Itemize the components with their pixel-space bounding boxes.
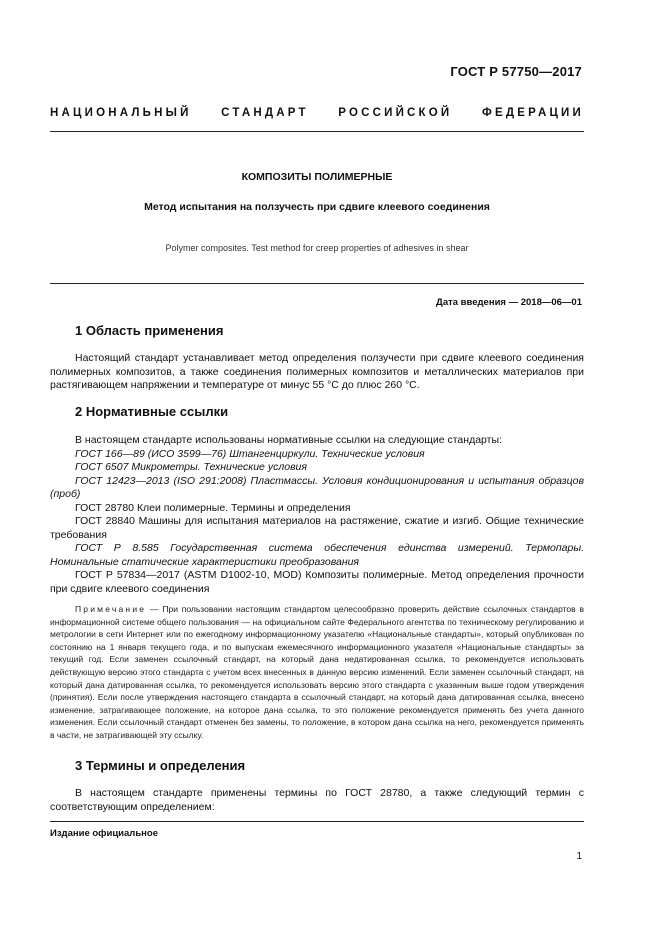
section-3-heading: 3 Термины и определения xyxy=(75,758,246,773)
section-1-text: Настоящий стандарт устанавливает метод определения ползучести при сдвиге клеевого соединения полимерных композитов, а также соединения полимерных композитов и металлических материалов при растягивающем напряжении и температуре от минус 55 °C до плюс 260 °C. xyxy=(50,352,584,391)
document-number: ГОСТ Р 57750—2017 xyxy=(450,64,582,79)
normative-references xyxy=(50,434,584,596)
section-1-heading: 1 Область применения xyxy=(75,323,224,338)
reference-item: ГОСТ Р 57834—2017 (ASTM D1002-10, MOD) Композиты полимерные. Метод определения прочности при сдвиге клеевого соединения xyxy=(50,569,584,595)
section-3-text: В настоящем стандарте применены термины по ГОСТ 28780, а также следующий термин с соответствующим определением: xyxy=(50,787,584,813)
reference-item: ГОСТ 12423—2013 (ISO 291:2008) Пластмассы. Условия кондиционирования и испытания образцов (проб) xyxy=(50,474,584,500)
note-label: Примечание xyxy=(75,604,147,614)
introduction-date: Дата введения — 2018—06—01 xyxy=(436,297,582,308)
reference-item: ГОСТ Р 8.585 Государственная система обеспечения единства измерений. Термопары. Номинальные статические характеристики преобразования xyxy=(50,542,584,568)
document-title: КОМПОЗИТЫ ПОЛИМЕРНЫЕ xyxy=(241,171,393,183)
reference-item: ГОСТ 28780 Клеи полимерные. Термины и определения xyxy=(75,501,351,514)
page-number: 1 xyxy=(576,851,582,862)
official-edition-label: Издание официальное xyxy=(50,828,158,839)
note-text: — При пользовании настоящим стандартом целесообразно проверить действие ссылочных стандартов в информационной системе общего пользования — на официальном сайте Федерального агентства по техническому регулированию и метрологии в сети Интернет или по ежегодному информационному указателю «Национальные стандарты», который опубликован по состоянию на 1 января текущего года, и по выпускам ежемесячного информационного указателя «Национальные стандарты» за текущий год. Если заменен ссылочный стандарт, на который дана недатированная ссылка, то рекомендуется использовать действующую версию этого стандарта с учетом всех внесенных в данную версию изменений. Если заменен ссылочный стандарт, на который дана датированная ссылка, то рекомендуется использовать версию этого стандарта с указанным выше годом утверждения (принятия). Если после утверждения настоящего стандарта в ссылочный стандарт, на который дана датированная ссылка, внесено изменение, затрагивающее положение, на которое дана ссылка, то это положение рекомендуется применять без учета данного изменения. Если ссылочный стандарт отменен без замены, то положение, в котором дана ссылка на него, рекомендуется применять в части, не затрагивающей эту ссылку. xyxy=(50,604,584,740)
document-subtitle: Метод испытания на ползучесть при сдвиге клеевого соединения xyxy=(144,201,490,213)
reference-item: ГОСТ 166—89 (ИСО 3599—76) Штангенциркули. Технические условия xyxy=(75,447,425,460)
reference-item: ГОСТ 6507 Микрометры. Технические условия xyxy=(75,461,308,473)
title-divider xyxy=(50,283,584,284)
section-2-heading: 2 Нормативные ссылки xyxy=(75,404,229,419)
references-intro: В настоящем стандарте использованы нормативные ссылки на следующие стандарты: xyxy=(75,434,502,446)
national-standard-banner: НАЦИОНАЛЬНЫЙ СТАНДАРТ РОССИЙСКОЙ ФЕДЕРАЦИИ xyxy=(50,107,584,119)
footer-divider xyxy=(50,821,584,822)
references-note xyxy=(50,603,584,742)
header-divider xyxy=(50,131,584,132)
english-title: Polymer composites. Test method for creep properties of adhesives in shear xyxy=(165,243,469,253)
reference-item: ГОСТ 28840 Машины для испытания материалов на растяжение, сжатие и изгиб. Общие технические требования xyxy=(50,515,584,541)
